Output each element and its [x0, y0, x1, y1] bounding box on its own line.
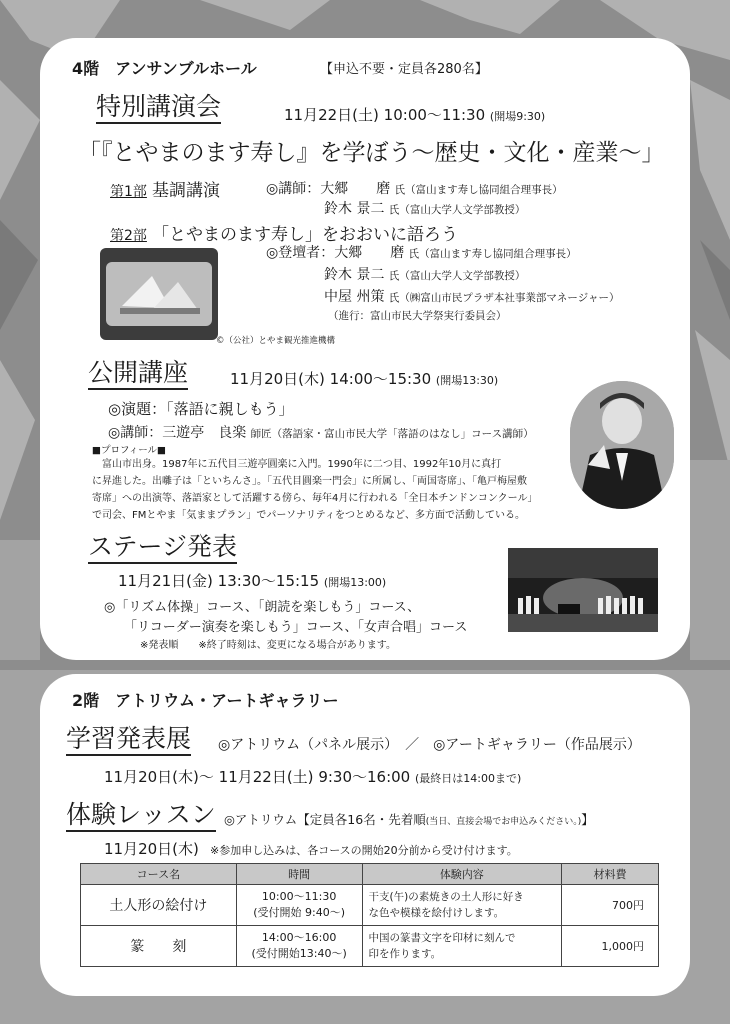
lecture-topic: ◎演題：「落語に親しもう」: [108, 400, 294, 418]
course-time-reception: (受付開始13:40～): [251, 947, 347, 960]
course-fee: 1,000円: [562, 926, 659, 967]
profile-line: に昇進した。出囃子は「といちんさ」。「五代目圓楽一門会」に所属し、「両国寄席」、「亀戸梅屋敷: [92, 476, 527, 487]
lesson-date: 11月20日(木): [104, 840, 199, 858]
lesson-capacity-end: 】: [581, 812, 594, 827]
course-time-main: 14:00～16:00: [261, 931, 337, 944]
part2-speaker-1: [266, 242, 577, 262]
floor4-note: 【申込不要・定員各280名】: [320, 62, 488, 77]
lecture-lecturer: [108, 422, 534, 442]
lesson-date-note: ※参加申し込みは、各コースの開始20分前から受け付けます。: [209, 844, 518, 857]
header-content: 体験内容: [362, 864, 562, 885]
part1-p2-name: 鈴木 景二: [324, 201, 385, 217]
stage-title: ステージ発表: [88, 532, 237, 564]
floor4-heading: 4階 アンサンブルホール: [72, 59, 257, 78]
part1-speaker-2: [324, 198, 525, 218]
course-desc: [362, 885, 562, 926]
lesson-table-header: [81, 864, 659, 885]
stage-open: (開場13:00): [323, 576, 387, 589]
special-date: 11月22日(土): [284, 106, 379, 124]
part2-p2-affil: 氏（富山大学人文学部教授）: [388, 270, 526, 282]
photo-credit: ©（公社）とやま観光推進機構: [216, 336, 336, 346]
floor4-panel: [40, 38, 690, 660]
part1-p1-affil: 氏（富山ます寿し協同組合理事長）: [394, 184, 563, 196]
floor2-heading: 2階 アトリウム・アートギャラリー: [72, 691, 339, 710]
part2-moderator-note: （進行：富山市民大学祭実行委員会）: [328, 310, 507, 322]
course-name: 篆 刻: [81, 926, 237, 967]
lesson-venue-capacity: [224, 810, 594, 828]
stage-courses-line1: ◎「リズム体操」コース、「朗読を楽しもう」コース、: [104, 600, 421, 615]
part2-p3-name: 中屋 州策: [324, 289, 385, 305]
public-lecture-title: 公開講座: [88, 358, 188, 390]
header-course: コース名: [81, 864, 237, 885]
part2-label: 第2部: [110, 228, 147, 244]
special-tagline: 「『とやまのます寿し』を学ぼう～歴史・文化・産業～」: [78, 140, 665, 166]
masu-sushi-photo: [100, 248, 218, 340]
special-lecture-title: 特別講演会: [96, 92, 221, 124]
stage-note: ※発表順 ※終了時刻は、変更になる場合があります。: [140, 640, 396, 651]
special-time: 10:00～11:30: [383, 106, 486, 124]
lesson-capacity: 【定員各16名・先着順: [297, 812, 426, 827]
table-row: [81, 926, 659, 967]
rakugo-performer-photo: [570, 381, 674, 509]
profile-line: で司会、FMとやま「気ままプラン」でパーソナリティをつとめるなど、多方面で活動している。: [92, 510, 525, 521]
part2-title: 「とやまのます寿し」をおおいに語ろう: [152, 225, 459, 245]
table-row: [81, 885, 659, 926]
course-desc-line: 中国の篆書文字を印材に刻んで: [368, 932, 516, 944]
part2-p1-affil: 氏（富山ます寿し協同組合理事長）: [408, 248, 577, 260]
lecturer-role: ◎講師：: [108, 425, 163, 441]
lecture-open: (開場13:30): [435, 374, 499, 387]
course-desc-line: な色や模様を絵付けします。: [368, 907, 505, 919]
lecture-date: 11月20日(木): [230, 370, 325, 388]
exhibit-title: 学習発表展: [66, 724, 191, 756]
course-time: [236, 926, 362, 967]
exhibit-time: 9:30～16:00: [318, 768, 411, 786]
course-desc-line: 印を作ります。: [368, 948, 442, 960]
special-lecture-datetime: [284, 104, 545, 125]
part1-heading: [110, 176, 220, 201]
public-lecture-datetime: [230, 368, 498, 389]
profile-line: 寄席」への出演等、落語家として活躍する傍ら、毎年4月に行われる「全日本チンドンコンクール」: [92, 493, 538, 504]
part2-speaker-3: [324, 286, 620, 306]
exhibit-date-range: 11月20日(木)～ 11月22日(土): [104, 768, 314, 786]
header-time: 時間: [236, 864, 362, 885]
course-time: [236, 885, 362, 926]
course-desc-line: 干支(午)の素焼きの土人形に好き: [368, 891, 524, 903]
exhibit-venues: ◎アトリウム（パネル展示） ／ ◎アートギャラリー（作品展示）: [218, 737, 641, 753]
course-desc: [362, 926, 562, 967]
course-time-main: 10:00～11:30: [261, 890, 337, 903]
profile-text: [92, 456, 537, 524]
stage-date: 11月21日(金): [118, 572, 213, 590]
floor2-panel: [40, 674, 690, 996]
part2-p1-name: 大郷 磨: [334, 245, 405, 261]
part1-role: ◎講師：: [266, 181, 321, 197]
lecture-time: 14:00～15:30: [329, 370, 432, 388]
stage-concert-photo: [508, 548, 658, 632]
part2-speaker-2: [324, 264, 525, 284]
stage-datetime: [118, 570, 386, 591]
lecturer-name: 三遊亭 良楽: [162, 425, 247, 441]
stage-time: 13:30～15:15: [217, 572, 320, 590]
course-time-reception: (受付開始 9:40～): [253, 906, 346, 919]
part1-p2-affil: 氏（富山大学人文学部教授）: [388, 204, 526, 216]
stage-courses-line2: 「リコーダー演奏を楽しもう」コース、「女声合唱」コース: [124, 620, 468, 635]
lesson-venue: ◎アトリウム: [224, 812, 298, 827]
header-fee: 材料費: [562, 864, 659, 885]
part1-p1-name: 大郷 磨: [320, 181, 391, 197]
course-name: 土人形の絵付け: [81, 885, 237, 926]
exhibit-dates: [104, 766, 521, 787]
part1-title: 基調講演: [152, 181, 221, 201]
profile-line: 富山市出身。1987年に五代目三遊亭圓楽に入門。1990年に二つ目、1992年10月に真打: [102, 459, 502, 470]
lesson-table: [80, 863, 659, 967]
part2-role: ◎登壇者：: [266, 245, 335, 261]
profile-label: ■プロフィール■: [92, 445, 167, 456]
lesson-title: 体験レッスン: [66, 800, 216, 832]
lesson-capacity-note: (当日、直接会場でお申込みください。): [425, 817, 582, 827]
lecturer-affil: 師匠（落語家・富山市民大学「落語のはなし」コース講師）: [250, 428, 534, 440]
special-open: (開場9:30): [489, 110, 546, 123]
part1-label: 第1部: [110, 184, 147, 200]
part2-p3-affil: 氏（㈱富山市民プラザ本社事業部マネージャー）: [388, 292, 620, 304]
exhibit-note: (最終日は14:00まで): [415, 772, 522, 785]
course-fee: 700円: [562, 885, 659, 926]
lesson-date-line: [104, 838, 518, 859]
part1-speaker-1: [266, 178, 563, 198]
part2-p2-name: 鈴木 景二: [324, 267, 385, 283]
